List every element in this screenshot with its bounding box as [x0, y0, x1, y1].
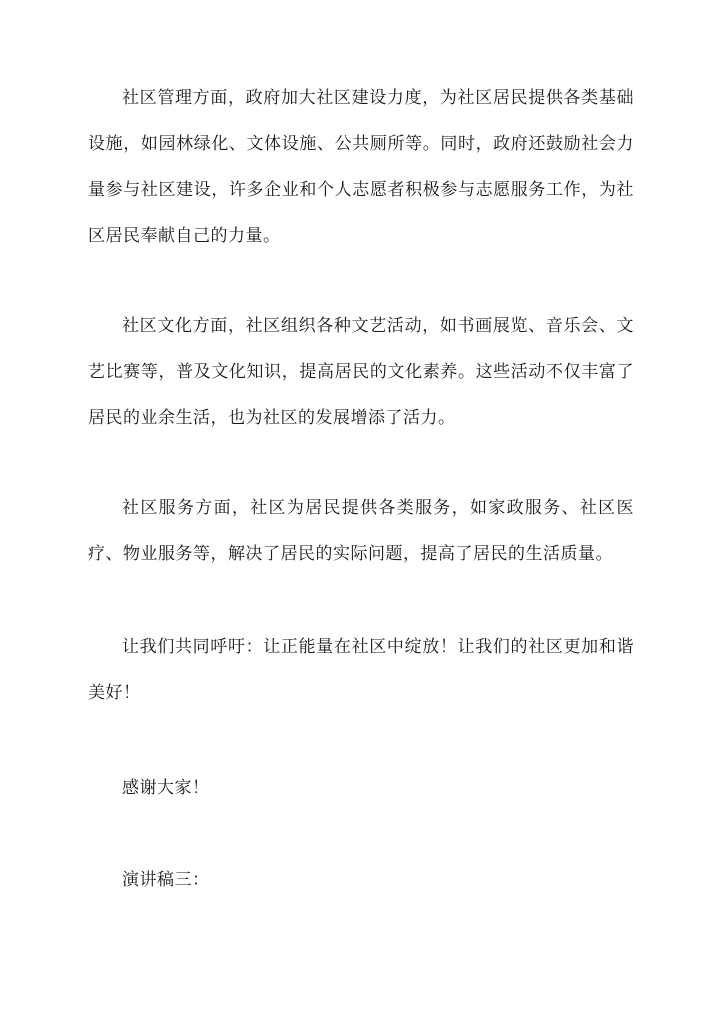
paragraph-community-culture: 社区文化方面，社区组织各种文艺活动，如书画展览、音乐会、文艺比赛等，普及文化知识，提高居民的文化素养。这些活动不仅丰富了居民的业余生活，也为社区的发展增添了活力。 — [88, 316, 634, 428]
paragraph-community-management: 社区管理方面，政府加大社区建设力度，为社区居民提供各类基础设施，如园林绿化、文体设施、公共厕所等。同时，政府还鼓励社会力量参与社区建设，许多企业和个人志愿者积极参与志愿服务工作，为社区居民奉献自己的力量。 — [88, 88, 634, 246]
paragraph-community-service: 社区服务方面，社区为居民提供各类服务，如家政服务、社区医疗、物业服务等，解决了居民的实际问题，提高了居民的生活质量。 — [88, 498, 634, 564]
paragraph-appeal: 让我们共同呼吁：让正能量在社区中绽放！让我们的社区更加和谐美好！ — [88, 637, 634, 703]
paragraph-thanks: 感谢大家！ — [122, 778, 210, 798]
section-heading-speech-three: 演讲稿三： — [122, 870, 210, 890]
